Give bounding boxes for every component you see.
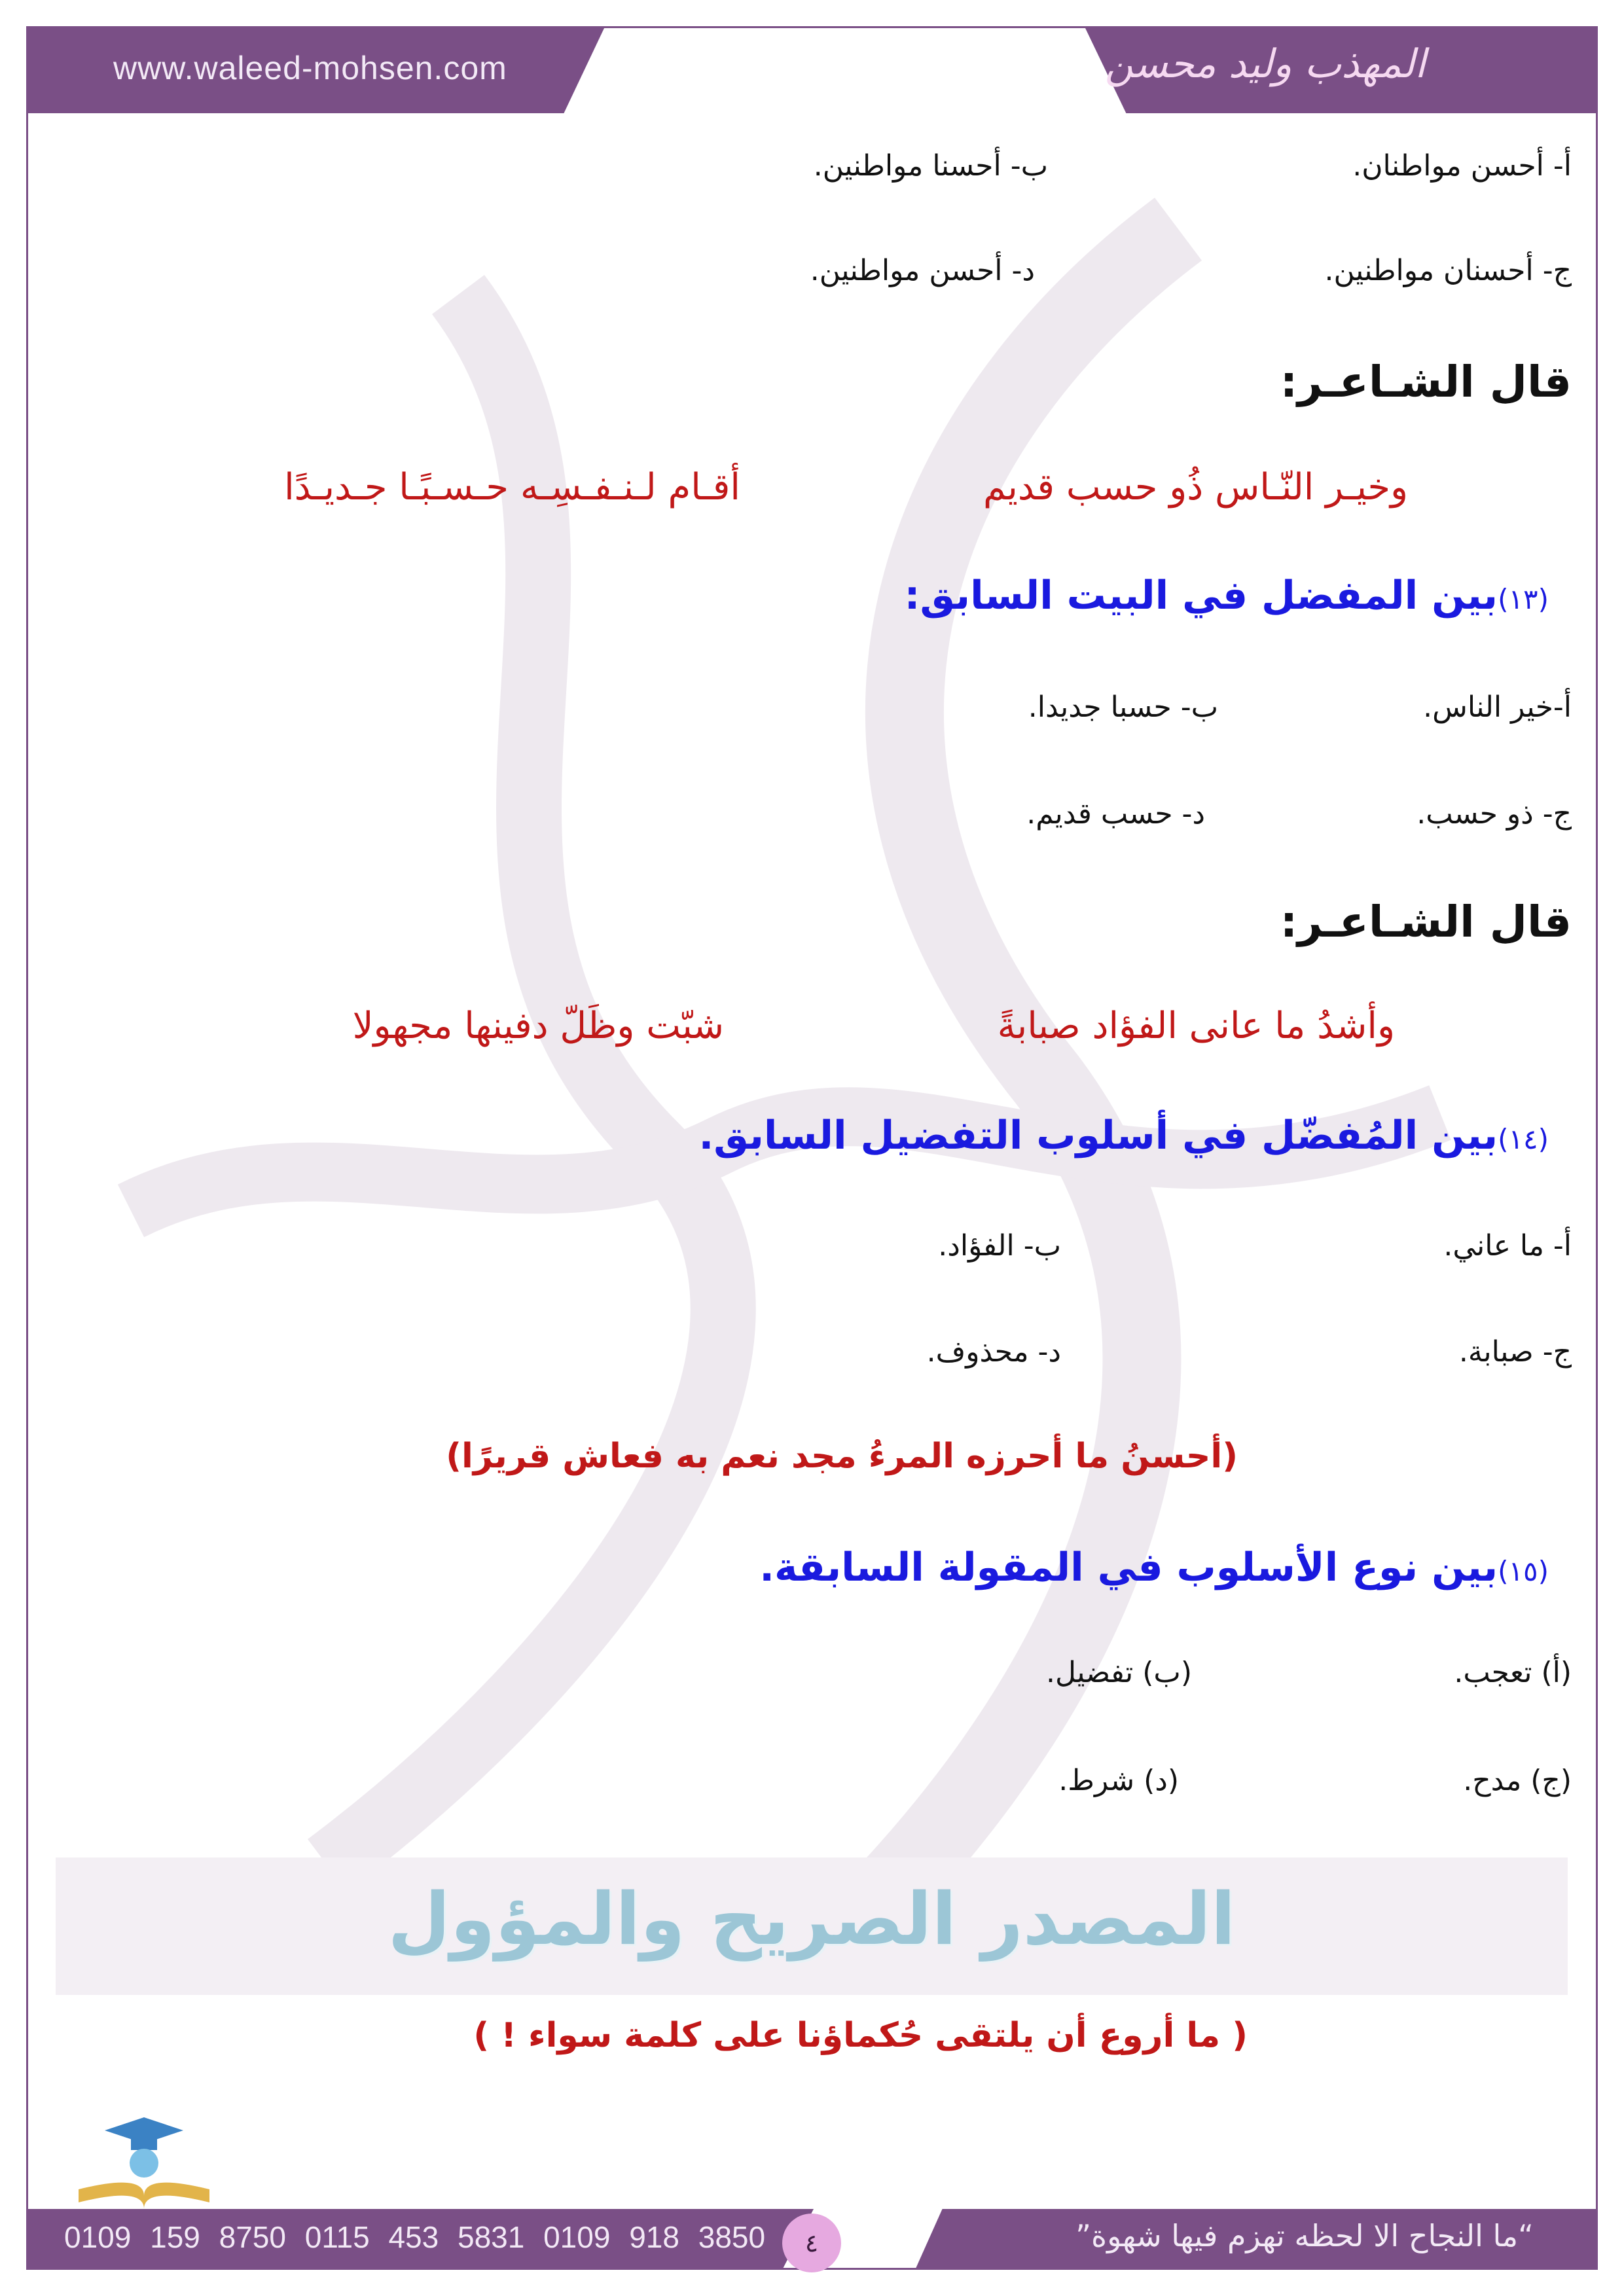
q15-option-c: (ج) مدح. <box>1463 1764 1572 1797</box>
poet1-verse-first: وخيـر النّـاس ذُو حسب قديم <box>983 466 1408 509</box>
q14-option-c: ج- صبابة. <box>1458 1335 1572 1369</box>
graduation-book-logo-icon <box>52 2111 236 2215</box>
q12-option-b: ب- أحسنا مواطنين. <box>813 149 1048 183</box>
q13-option-c: ج- ذو حسب. <box>1416 797 1572 831</box>
q15-option-d: (د) شرط. <box>1058 1764 1179 1797</box>
q13-number: (١٣) <box>1498 583 1549 615</box>
brand-logo: المهذب وليد محسن <box>1104 41 1426 87</box>
q15-option-b: (ب) تفضيل. <box>1046 1656 1192 1689</box>
page-number-badge: ٤ <box>782 2214 841 2272</box>
q13-text: بين المفضل في البيت السابق: <box>904 573 1498 619</box>
q12-option-d: د- أحسن مواطنين. <box>810 254 1035 287</box>
footer-phone-numbers: 0109 159 8750 0115 453 5831 0109 918 3850 <box>64 2220 766 2254</box>
q14-question <box>698 1113 1549 1158</box>
poet1-verse-second: أقـام لـنـفـسِـه حـسـبًـا جـديـدًا <box>284 466 740 509</box>
q15-text: بين نوع الأسلوب في المقولة السابقة. <box>759 1545 1498 1590</box>
q13-option-d: د- حسب قديم. <box>1026 797 1205 831</box>
poet2-heading: قال الشـاعـر: <box>1280 897 1572 947</box>
q14-option-b: ب- الفؤاد. <box>938 1229 1061 1263</box>
q13-question <box>904 573 1549 619</box>
q15-number: (١٥) <box>1498 1555 1549 1587</box>
poet2-verse-first: وأشدُ ما عانى الفؤاد صبابةً <box>997 1005 1395 1047</box>
q14-option-a: أ- ما عاني. <box>1443 1229 1572 1263</box>
q14-number: (١٤) <box>1498 1123 1549 1155</box>
q12-option-c: ج- أحسنان مواطنين. <box>1324 254 1572 287</box>
poet2-verse-second: شبّت وظَلّ دفينها مجهولا <box>352 1005 724 1047</box>
page-header <box>28 28 1596 113</box>
q14-option-d: د- محذوف. <box>926 1335 1061 1369</box>
q13-option-b: ب- حسبا جديدا. <box>1028 691 1218 724</box>
q12-option-a: أ- أحسن مواطنان. <box>1352 149 1572 183</box>
q15-option-a: (أ) تعجب. <box>1454 1656 1572 1689</box>
poet1-heading: قال الشـاعـر: <box>1280 357 1572 407</box>
section-banner <box>56 1857 1568 1995</box>
section-title: المصدر الصريح والمؤول <box>388 1877 1236 1961</box>
saying-quote: (أحسنُ ما أحرزه المرءُ مجد نعم به فعاش قريرًا) <box>446 1437 1238 1476</box>
q14-text: بين المُفضّل في أسلوب التفضيل السابق. <box>698 1113 1498 1158</box>
q15-question <box>759 1545 1549 1590</box>
q13-option-a: أ-خير الناس. <box>1423 691 1572 724</box>
section-quote: ( ما أروع أن يلتقى حُكماؤنا على كلمة سواء ! ) <box>473 2016 1248 2055</box>
footer-quote: “ما النجاح الا لحظه تهزم فيها شهوة” <box>1075 2218 1534 2253</box>
website-url[interactable]: www.waleed-mohsen.com <box>113 50 507 86</box>
